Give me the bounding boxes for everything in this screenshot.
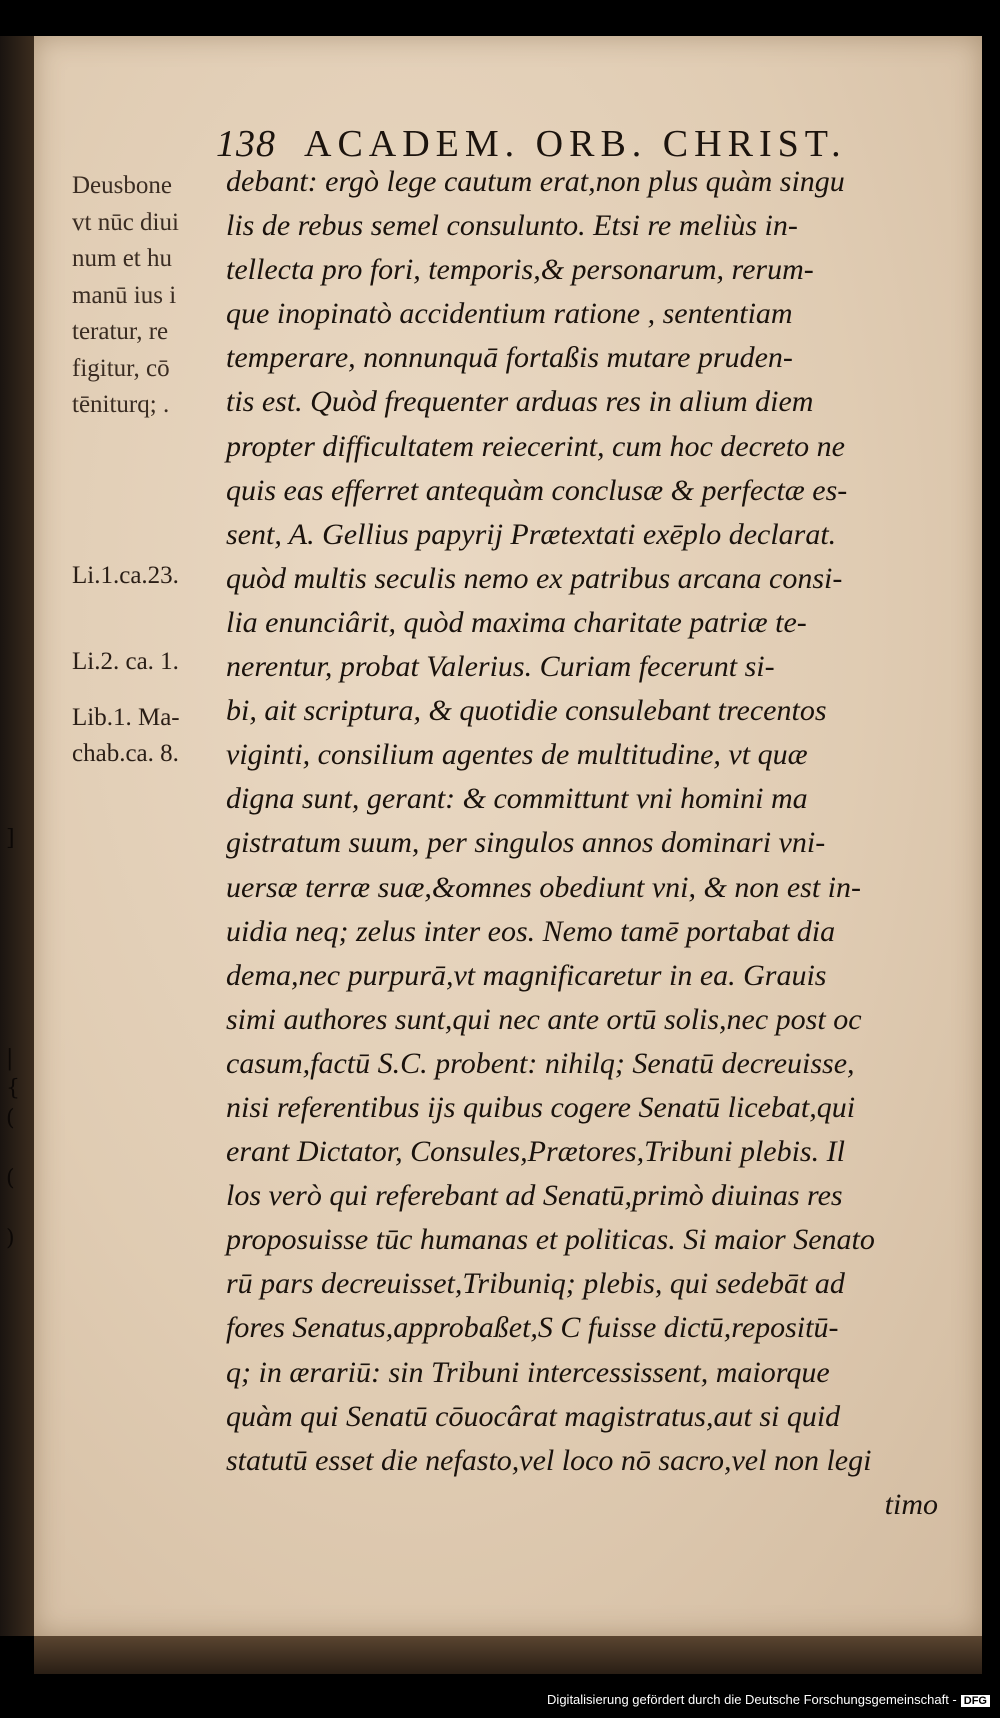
text-line: que inopinatò accidentium ratione , sententiam [226, 297, 793, 331]
edge-glyph: { [6, 1076, 20, 1101]
book-edge [0, 36, 34, 1636]
margin-note-line: manū ius i [72, 281, 177, 309]
text-line: viginti, consilium agentes de multitudine, vt quæ [226, 738, 808, 772]
margin-note [72, 168, 222, 424]
page-bottom-edge [34, 1636, 982, 1674]
edge-glyph: ( [6, 1166, 15, 1191]
text-line: statutū esset die nefasto,vel loco nō sacro,vel non legi [226, 1443, 872, 1477]
side-reference: chab.ca. 8. [72, 740, 179, 767]
edge-glyph: | [6, 1046, 14, 1071]
text-line: bi, ait scriptura, & quotidie consulebant trecentos [226, 694, 827, 728]
text-line: gistratum suum, per singulos annos dominari vni- [226, 826, 826, 860]
text-line: fores Senatus,approbaßet,S C fuisse dictū,repositū- [226, 1311, 839, 1345]
text-line: quàm qui Senatū cōuocârat magistratus,aut si quid [226, 1399, 841, 1433]
text-line: nisi referentibus ijs quibus cogere Senatū licebat,qui [226, 1090, 856, 1124]
text-line: simi authores sunt,qui nec ante ortū solis,nec post oc [226, 1002, 862, 1036]
body-text [226, 160, 946, 1527]
text-line: propter difficultatem reiecerint, cum hoc decreto ne [226, 429, 845, 463]
edge-glyph: ) [6, 1226, 15, 1251]
text-line: temperare, nonnunquā fortaßis mutare pruden- [226, 341, 793, 375]
margin-note-line: Deusbone [72, 172, 172, 199]
text-line: tellecta pro fori, temporis,& personarum, rerum- [226, 253, 814, 287]
catchword: timo [884, 1487, 938, 1521]
edge-glyph: ] [6, 826, 15, 851]
text-line: uidia neq; zelus inter eos. Nemo tamē portabat dia [226, 914, 836, 948]
text-line: debant: ergò lege cautum erat,non plus quàm singu [226, 165, 845, 198]
margin-note-line: vt nūc diui [72, 208, 179, 236]
margin-note-line: num et hu [72, 245, 172, 272]
text-line: lia enunciârit, quòd maxima charitate patriæ te- [226, 605, 807, 639]
text-line: quis eas efferret antequàm conclusæ & perfectæ es- [226, 473, 848, 507]
margin-note-line: tēniturq; . [72, 391, 170, 418]
dfg-logo: DFG [961, 1695, 990, 1707]
text-line: los verò qui referebant ad Senatū,primò diuinas res [226, 1179, 843, 1213]
text-line: erant Dictator, Consules,Prætores,Tribuni plebis. Il [226, 1135, 845, 1169]
margin-note-line: teratur, re [72, 318, 169, 345]
side-reference: Lib.1. Ma- [72, 704, 180, 731]
text-line: casum,factū S.C. probent: nihilq; Senatū decreuisse, [226, 1046, 855, 1080]
text-line: sent, A. Gellius papyrij Prætextati exēplo declarat. [226, 517, 837, 551]
edge-glyph: ( [6, 1106, 15, 1131]
side-reference: Li.1.ca.23. [72, 562, 179, 589]
side-reference: Li.2. ca. 1. [72, 648, 179, 675]
text-line: proposuisse tūc humanas et politicas. Si maior Senato [226, 1223, 875, 1257]
text-line: digna sunt, gerant: & committunt vni homini ma [226, 782, 808, 816]
text-line: nerentur, probat Valerius. Curiam fecerunt si- [226, 650, 775, 684]
page-number: 138 [216, 123, 276, 165]
text-line: q; in ærariū: sin Tribuni intercessissent, maiorque [226, 1355, 830, 1389]
text-line: tis est. Quòd frequenter arduas res in alium diem [226, 385, 814, 419]
text-line: dema,nec purpurā,vt magnificaretur in ea. Grauis [226, 958, 827, 992]
margin-note-line: figitur, cō [72, 354, 170, 382]
text-line: rū pars decreuisset,Tribuniq; plebis, qui sedebāt ad [226, 1267, 845, 1301]
digitization-credit [547, 1692, 990, 1707]
running-title: ACADEM. ORB. CHRIST. [304, 123, 847, 165]
credit-text: Digitalisierung gefördert durch die Deutsche Forschungsgemeinschaft - [547, 1692, 957, 1707]
text-line: quòd multis seculis nemo ex patribus arcana consi- [226, 561, 843, 595]
text-line: lis de rebus semel consulunto. Etsi re meliùs in- [226, 209, 798, 243]
text-line: uersæ terræ suæ,&omnes obediunt vni, & non est in- [226, 870, 861, 904]
